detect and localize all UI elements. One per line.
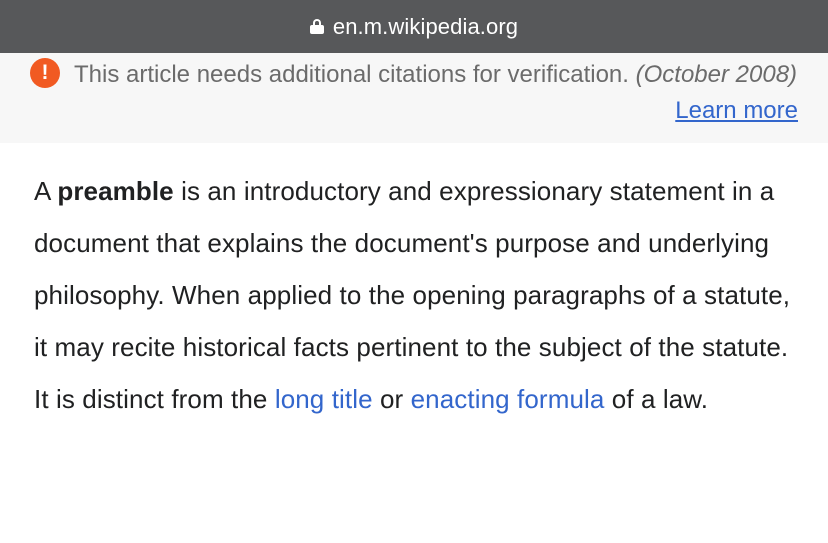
url-container[interactable] — [310, 14, 518, 40]
link-long-title[interactable]: long title — [274, 384, 373, 414]
link-enacting-formula[interactable]: enacting formula — [410, 384, 605, 414]
exclamation-circle-icon: ! — [30, 58, 60, 88]
page-content — [0, 53, 828, 543]
banner-message: This article needs additional citations for verification. — [74, 61, 629, 88]
lede-seg3: or — [372, 384, 411, 414]
lock-icon — [310, 19, 324, 35]
browser-address-bar[interactable] — [0, 0, 828, 53]
lede-seg4: of a law. — [604, 384, 709, 414]
lede-seg1: A — [34, 176, 58, 206]
lede-seg2: is an introductory and expressionary statement in a document that explains the document's purpose and underlying philosophy. When applied to the opening paragraphs of a statute, it may recite historical facts pertinent to the subject of the statute. It is distinct from the — [34, 176, 791, 414]
url-text: en.m.wikipedia.org — [332, 13, 519, 39]
banner-date: (October 2008) — [635, 61, 798, 88]
learn-more-link[interactable]: Learn more — [675, 97, 798, 124]
citation-needed-banner — [0, 53, 828, 143]
article-body — [0, 143, 828, 425]
article-term: preamble — [57, 176, 174, 206]
lede-paragraph — [34, 165, 794, 425]
